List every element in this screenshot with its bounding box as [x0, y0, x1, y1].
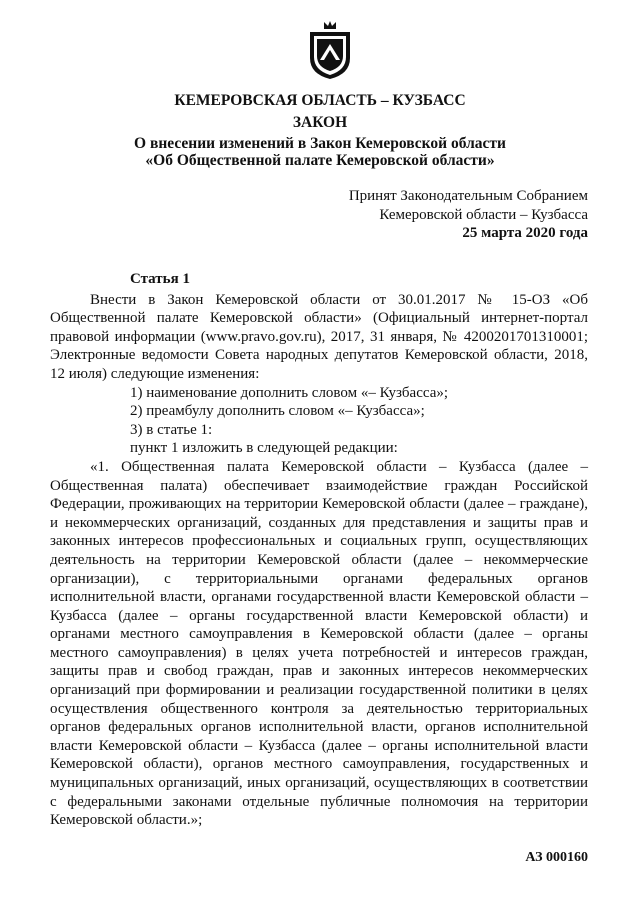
- region-heading: КЕМЕРОВСКАЯ ОБЛАСТЬ – КУЗБАСС: [174, 92, 466, 109]
- adoption-date: 25 марта 2020 года: [462, 225, 588, 241]
- article-body: [50, 270, 588, 830]
- adoption-block: [349, 187, 588, 243]
- paragraph: 1) наименование дополнить словом «– Кузбасса»;: [130, 384, 449, 401]
- law-title-line-2: «Об Общественной палате Кемеровской области»: [145, 152, 495, 169]
- document-serial-number: АЗ 000160: [525, 850, 588, 865]
- article-heading: Статья 1: [130, 271, 190, 287]
- paragraph: 2) преамбулу дополнить словом «– Кузбасса»;: [130, 403, 425, 420]
- paragraph: Внести в Закон Кемеровской области от 30.01.2017 № 15-ОЗ «Об Общественной палате Кемеровской области» (Официальный интернет-портал правовой информации (www.pravo.gov.ru), 2017, 31 января, № 4200201701310001; Электронные ведомости Совета народных депутатов Кемеровской области, 2018, 12 июля) следующие изменения:: [50, 291, 588, 382]
- paragraph: пункт 1 изложить в следующей редакции:: [130, 440, 398, 457]
- paragraph: «1. Общественная палата Кемеровской области – Кузбасса (далее – Общественная палата) обеспечивает взаимодействие граждан Российской Федерации, проживающих на территории Кемеровской области (далее – граждане), и некоммерческих организаций, созданных для представления и защиты прав и законных интересов профессиональных и социальных групп, осуществляющих деятельность на территории Кемеровской области (далее – некоммерческие организации), с территориальными органами федеральных органов исполнительной власти, органами государственной власти Кемеровской области – Кузбасса (далее – органы государственной власти Кемеровской области) и органами местного самоуправления в Кемеровской области (далее – органы местного самоуправления) в целях учета потребностей и интересов граждан, защиты прав и свобод граждан, прав и законных интересов некоммерческих организаций при формировании и реализации государственной политики в целях осуществления общественного контроля за деятельностью территориальных органов федеральных органов исполнительной власти, органов исполнительной власти Кемеровской области – Кузбасса (далее – органы исполнительной власти Кемеровской области), органов местного самоуправления, государственных и муниципальных организаций, иных организаций, осуществляющих в соответствии с федеральными законами отдельные публичные полномочия на территории Кемеровской области.»;: [50, 458, 588, 829]
- law-title-line-1: О внесении изменений в Закон Кемеровской области: [134, 135, 506, 152]
- document-type: ЗАКОН: [292, 114, 348, 131]
- adoption-line-1: Принят Законодательным Собранием: [348, 188, 588, 204]
- adoption-line-2: Кемеровской области – Кузбасса: [379, 206, 588, 223]
- coat-of-arms-icon: [306, 20, 354, 80]
- paragraph: 3) в статье 1:: [130, 421, 213, 438]
